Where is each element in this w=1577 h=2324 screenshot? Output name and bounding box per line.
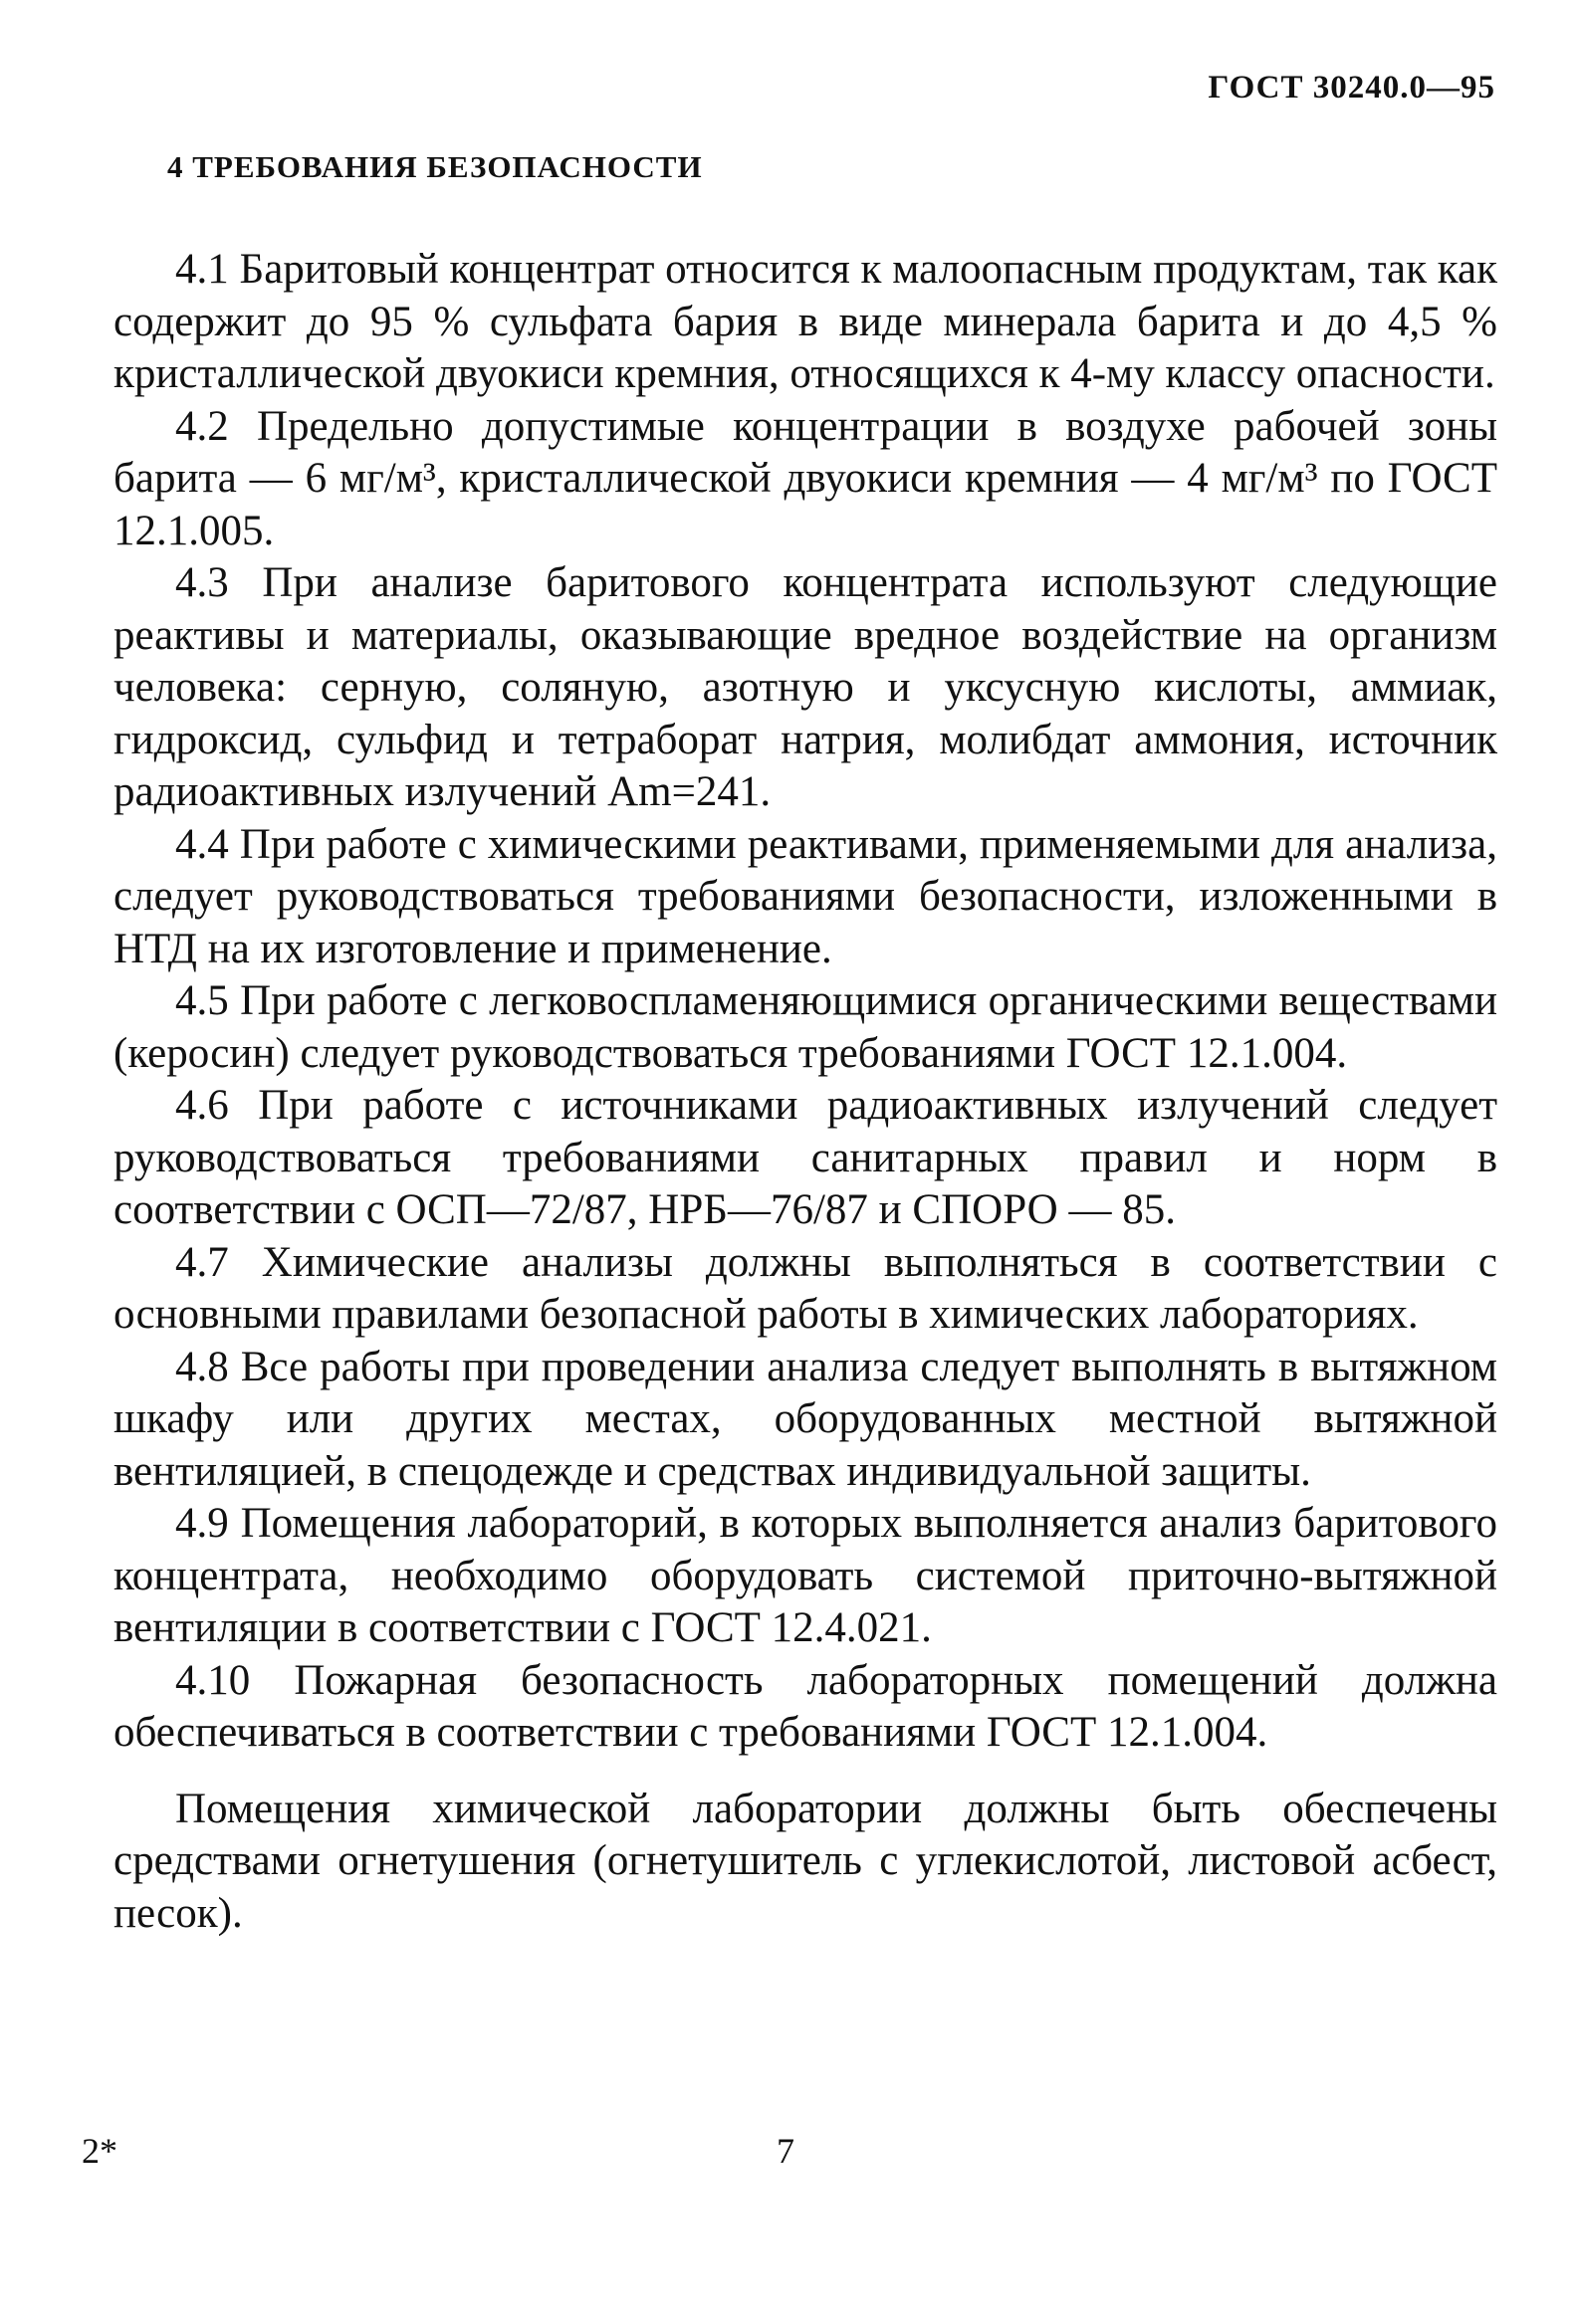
paragraph-4-9: 4.9 Помещения лабораторий, в которых выполняется анализ баритового концентрата, необходимо оборудовать системой приточно-вытяжной вентиляции в соответствии с ГОСТ 12.4.021. bbox=[113, 1500, 1497, 1651]
paragraph-4-10: 4.10 Пожарная безопасность лабораторных помещений должна обеспечиваться в соответствии с требованиями ГОСТ 12.1.004. bbox=[113, 1656, 1497, 1756]
paragraph-4-6: 4.6 При работе с источниками радиоактивных излучений следует руководствоваться требованиями санитарных правил и норм в соответствии с ОСП—72/87, НРБ—76/87 и СПОРО — 85. bbox=[113, 1082, 1497, 1233]
sheet-mark: 2* bbox=[82, 2131, 117, 2171]
paragraph-4-5: 4.5 При работе с легковоспламеняющимися органическими веществами (керосин) следует руководствоваться требованиями ГОСТ 12.1.004. bbox=[113, 977, 1497, 1077]
paragraph-4-3: 4.3 При анализе баритового концентрата используют следующие реактивы и материалы, оказывающие вредное воздействие на организм человека: серную, соляную, азотную и уксусную кислоты, аммиак, гидроксид, сульфид и тетраборат натрия, молибдат аммония, источник радиоактивных излучений Am=241. bbox=[113, 559, 1497, 815]
paragraph-4-1: 4.1 Баритовый концентрат относится к малоопасным продуктам, так как содержит до 95 % сульфата бария в виде минерала барита и до 4,5 % кристаллической двуокиси кремния, относящихся к 4-му классу опасности. bbox=[113, 246, 1497, 397]
paragraph-4-8: 4.8 Все работы при проведении анализа следует выполнять в вытяжном шкафу или других местах, оборудованных местной вытяжной вентиляцией, в спецодежде и средствах индивидуальной защиты. bbox=[113, 1343, 1497, 1495]
section-title: 4 ТРЕБОВАНИЯ БЕЗОПАСНОСТИ bbox=[167, 149, 703, 184]
paragraph-4-4: 4.4 При работе с химическими реактивами, применяемыми для анализа, следует руководствоваться требованиями безопасности, изложенными в НТД на их изготовление и применение. bbox=[113, 820, 1497, 972]
document-code: ГОСТ 30240.0—95 bbox=[1208, 70, 1495, 106]
paragraph-4-7: 4.7 Химические анализы должны выполняться в соответствии с основными правилами безопасной работы в химических лабораториях. bbox=[113, 1238, 1497, 1338]
page-number: 7 bbox=[777, 2131, 794, 2171]
section-body bbox=[113, 244, 1497, 1940]
paragraph-fire-equipment: Помещения химической лаборатории должны быть обеспечены средствами огнетушения (огнетушитель с углекислотой, листовой асбест, песок). bbox=[113, 1785, 1497, 1937]
paragraph-4-2: 4.2 Предельно допустимые концентрации в воздухе рабочей зоны барита — 6 мг/м³, кристаллической двуокиси кремния — 4 мг/м³ по ГОСТ 12.1.005. bbox=[113, 402, 1497, 554]
